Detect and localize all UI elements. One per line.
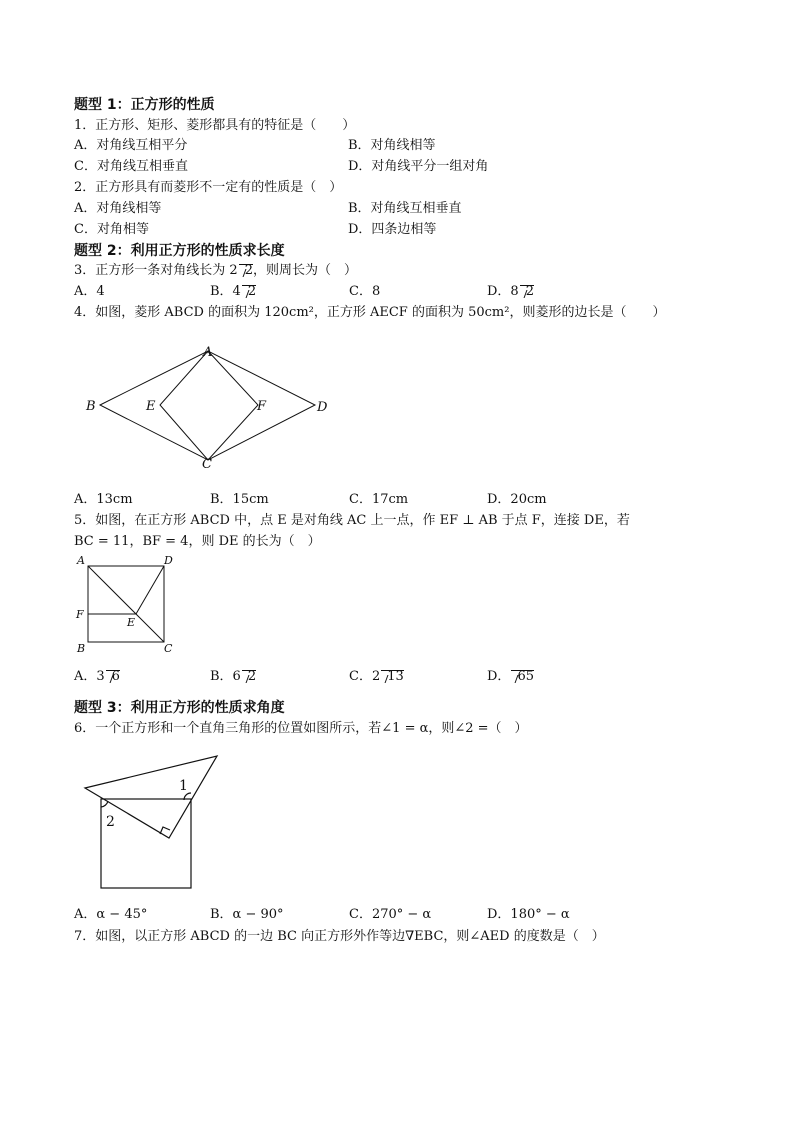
label-a: A (77, 554, 85, 567)
option-a: A．对角线相等 (74, 201, 162, 216)
option-a (74, 668, 120, 686)
sqrt-radicand: 13 (381, 670, 404, 683)
option-c: C．对角相等 (74, 222, 149, 237)
option-c: C．8 (349, 284, 381, 299)
option-d: D．四条边相等 (348, 222, 437, 237)
question-stem: 7．如图，以正方形 ABCD 的一边 BC 向正方形外作等边∇EBC，则∠AED 的度数是（ ） (74, 929, 605, 944)
option-b (210, 283, 256, 301)
stem-text: ，则周长为（ ） (252, 263, 357, 278)
label-f: F (76, 608, 84, 621)
right-triangle (85, 756, 217, 838)
question-stem: 4．如图，菱形 ABCD 的面积为 120cm²，正方形 AECF 的面积为 50cm²，则菱形的边长是（ ） (74, 305, 666, 320)
question-stem: 5．如图，在正方形 ABCD 中，点 E 是对角线 AC 上一点，作 EF ⊥ AB 于点 F，连接 DE，若 (74, 513, 630, 528)
option-b: B．α − 90° (210, 907, 284, 922)
option-b: B．对角线相等 (348, 138, 436, 153)
option-c: C．17cm (349, 492, 409, 507)
option-b: B．对角线互相垂直 (348, 201, 462, 216)
label-d: D (317, 400, 328, 415)
label-c: C (202, 457, 212, 472)
option-d: D．180° − α (487, 907, 570, 922)
option-d (487, 283, 534, 301)
question-stem: 1．正方形、矩形、菱形都具有的特征是（ ） (74, 118, 356, 133)
sqrt-radicand: 65 (511, 670, 534, 683)
section-title: 题型 1：正方形的性质 (74, 97, 215, 113)
rhombus-abcd (100, 351, 315, 460)
option-d (487, 668, 534, 686)
option-c (349, 668, 404, 686)
section-title: 题型 2：利用正方形的性质求长度 (74, 243, 285, 259)
option-c: C．对角线互相垂直 (74, 159, 188, 174)
rhombus-figure (80, 340, 340, 475)
option-b (210, 668, 256, 686)
option-c: C．270° − α (349, 907, 432, 922)
option-a: A．13cm (74, 492, 133, 507)
angle-1-label: 1 (179, 778, 188, 794)
segment-de (136, 566, 164, 614)
triangle-square-figure (80, 750, 225, 895)
question-stem: 2．正方形具有而菱形不一定有的性质是（ ） (74, 180, 343, 195)
label-b: B (77, 642, 86, 655)
sqrt-radicand: 2 (242, 670, 256, 683)
sqrt-radicand: 2 (520, 285, 534, 298)
option-a: A．α − 45° (74, 907, 148, 922)
square (101, 799, 191, 888)
angle-2-arc (101, 801, 108, 807)
sqrt-radicand: 6 (106, 670, 120, 683)
question-stem: BC = 11，BF = 4，则 DE 的长为（ ） (74, 534, 321, 549)
option-text: D．8 (487, 284, 519, 299)
sqrt-radicand: 2 (239, 264, 253, 277)
label-e: E (146, 399, 156, 414)
label-e: E (127, 616, 136, 629)
angle-2-label: 2 (106, 814, 115, 830)
section-title: 题型 3：利用正方形的性质求角度 (74, 700, 285, 716)
label-d: D (164, 554, 173, 567)
question-stem: 6．一个正方形和一个直角三角形的位置如图所示，若∠1 = α，则∠2 =（ ） (74, 721, 528, 736)
option-d: D．对角线平分一组对角 (348, 159, 489, 174)
square-figure (72, 552, 182, 657)
label-c: C (164, 642, 173, 655)
stem-text: 3．正方形一条对角线长为 2 (74, 263, 238, 278)
option-b: B．15cm (210, 492, 269, 507)
option-text: B．6 (210, 669, 241, 684)
option-text: A．3 (74, 669, 105, 684)
option-a: A．4 (74, 284, 105, 299)
option-text: D． (487, 669, 511, 684)
sqrt-radicand: 2 (242, 285, 256, 298)
option-text: B．4 (210, 284, 241, 299)
label-b: B (86, 399, 96, 414)
option-a: A．对角线互相平分 (74, 138, 188, 153)
label-a: A (203, 345, 213, 360)
option-d: D．20cm (487, 492, 547, 507)
option-text: C．2 (349, 669, 381, 684)
diagonal-ac (88, 566, 164, 642)
label-f: F (257, 399, 267, 414)
question-stem (74, 262, 357, 280)
